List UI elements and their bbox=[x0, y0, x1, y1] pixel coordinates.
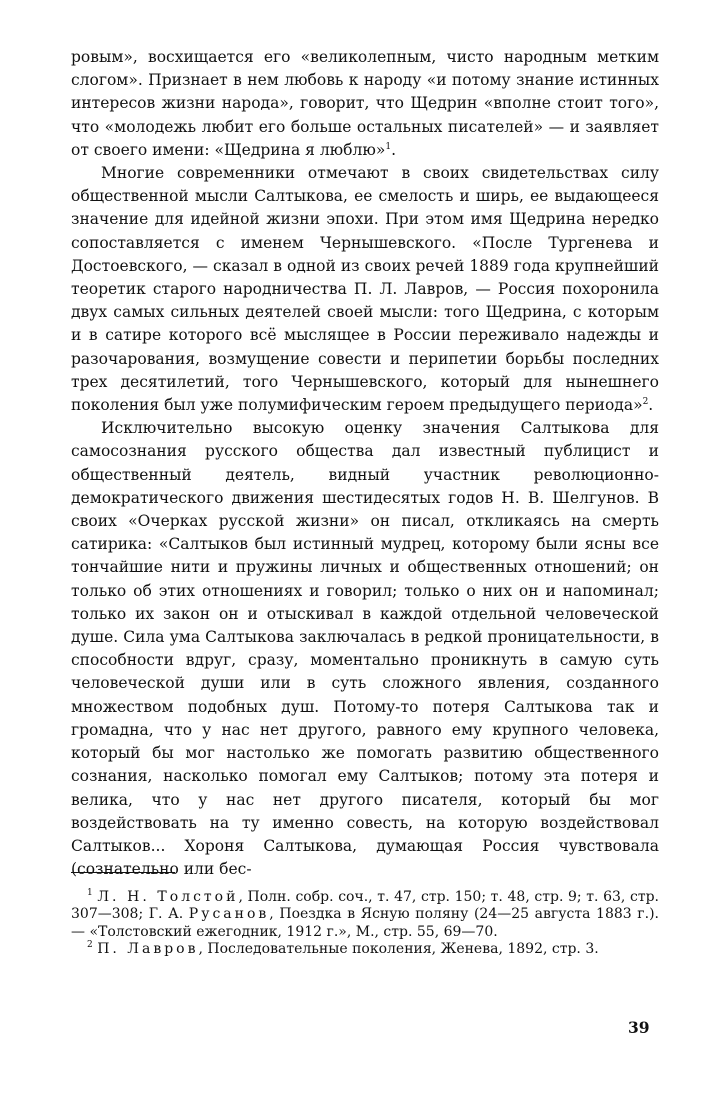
footnote-author: П. Лавров bbox=[97, 941, 199, 958]
footnote-1: $^1$ Л. Н. Толстой, Полн. собр. соч., т. 47, стр. 150; т. 48, стр. 9; т. 63, стр. 307—308; Г. А. Русанов, Поездка в Ясную поляну (24—25 августа 1883 г.). — «Толстовский ежегодник, 1912 г.», М., стр. 55, 69—70. bbox=[71, 888, 659, 940]
footnote-divider bbox=[71, 872, 175, 873]
footnote-author: Русанов bbox=[188, 906, 270, 923]
footnote-author: Л. Н. Толстой bbox=[97, 889, 239, 905]
paragraph-3: Исключительно высокую оценку значения Салтыкова для самосознания русского общества дал известный публицист и общественный деятель, видный участник революционно-демократического движения шестидесятых годов Н. В. Шелгунов. В своих «Очерках русской жизни» он писал, откликаясь на смерть сатирика: «Салтыков был истинный мудрец, которому были ясны все тончайшие нити и пружины личных и общественных отношений; он только об этих отношениях и говорил; только о них он и напоминал; только их закон он и отыскивал в каждой отдельной человеческой душе. Сила ума Салтыкова заключалась в редкой проницательности, в способности вдруг, сразу, моментально проникнуть в самую суть человеческой души или в суть сложного явления, созданного множеством подобных душ. Потому-то потеря Салтыкова так и громадна, что у нас нет другого, равного ему крупного человека, который бы мог настолько же помогать развитию общественного сознания, насколько помогал ему Салтыков; потому эта потеря и велика, что у нас нет другого писателя, который бы мог воздействовать на ту именно совесть, на которую воздействовал Салтыков... Хороня Салтыкова, думающая Россия чувствовала (сознательно или бес- bbox=[71, 419, 659, 879]
footnote-2: $^2$ П. Лавров, Последовательные поколения, Женева, 1892, стр. 3. bbox=[87, 940, 599, 958]
page-number: 39 bbox=[628, 1018, 650, 1037]
main-text bbox=[71, 46, 659, 881]
footnote-ref-2: 2 bbox=[642, 397, 649, 408]
paragraph-1: ровым», восхищается его «великолепным, чисто народным метким слогом». Признает в нем любовь к народу «и потому знание истинных интересов жизни народа», говорит, что Щедрин «вполне стоит того», что «молодежь любит его больше остальных писателей» — и заявляет от своего имени: «Щедрина я люблю»$^1$. bbox=[71, 48, 659, 159]
footnotes bbox=[71, 872, 659, 959]
footnote-ref-1: 1 bbox=[385, 141, 392, 152]
paragraph-2: Многие современники отмечают в своих свидетельствах силу общественной мысли Салтыкова, ее смелость и ширь, ее выдающееся значение для идейной жизни эпохи. При этом имя Щедрина нередко сопоставляется с именем Чернышевского. «После Тургенева и Достоевского, — сказал в одной из своих речей 1889 года крупнейший теоретик старого народничества П. Л. Лавров, — Россия похоронила двух самых сильных деятелей своей мысли: того Щедрина, с которым и в сатире которого всё мыслящее в России переживало надежды и разочарования, возмущение совести и перипетии борьбы последних трех десятилетий, того Чернышевского, который для нынешнего поколения был уже полумифическим героем предыдущего периода»$^2$. bbox=[71, 164, 659, 415]
